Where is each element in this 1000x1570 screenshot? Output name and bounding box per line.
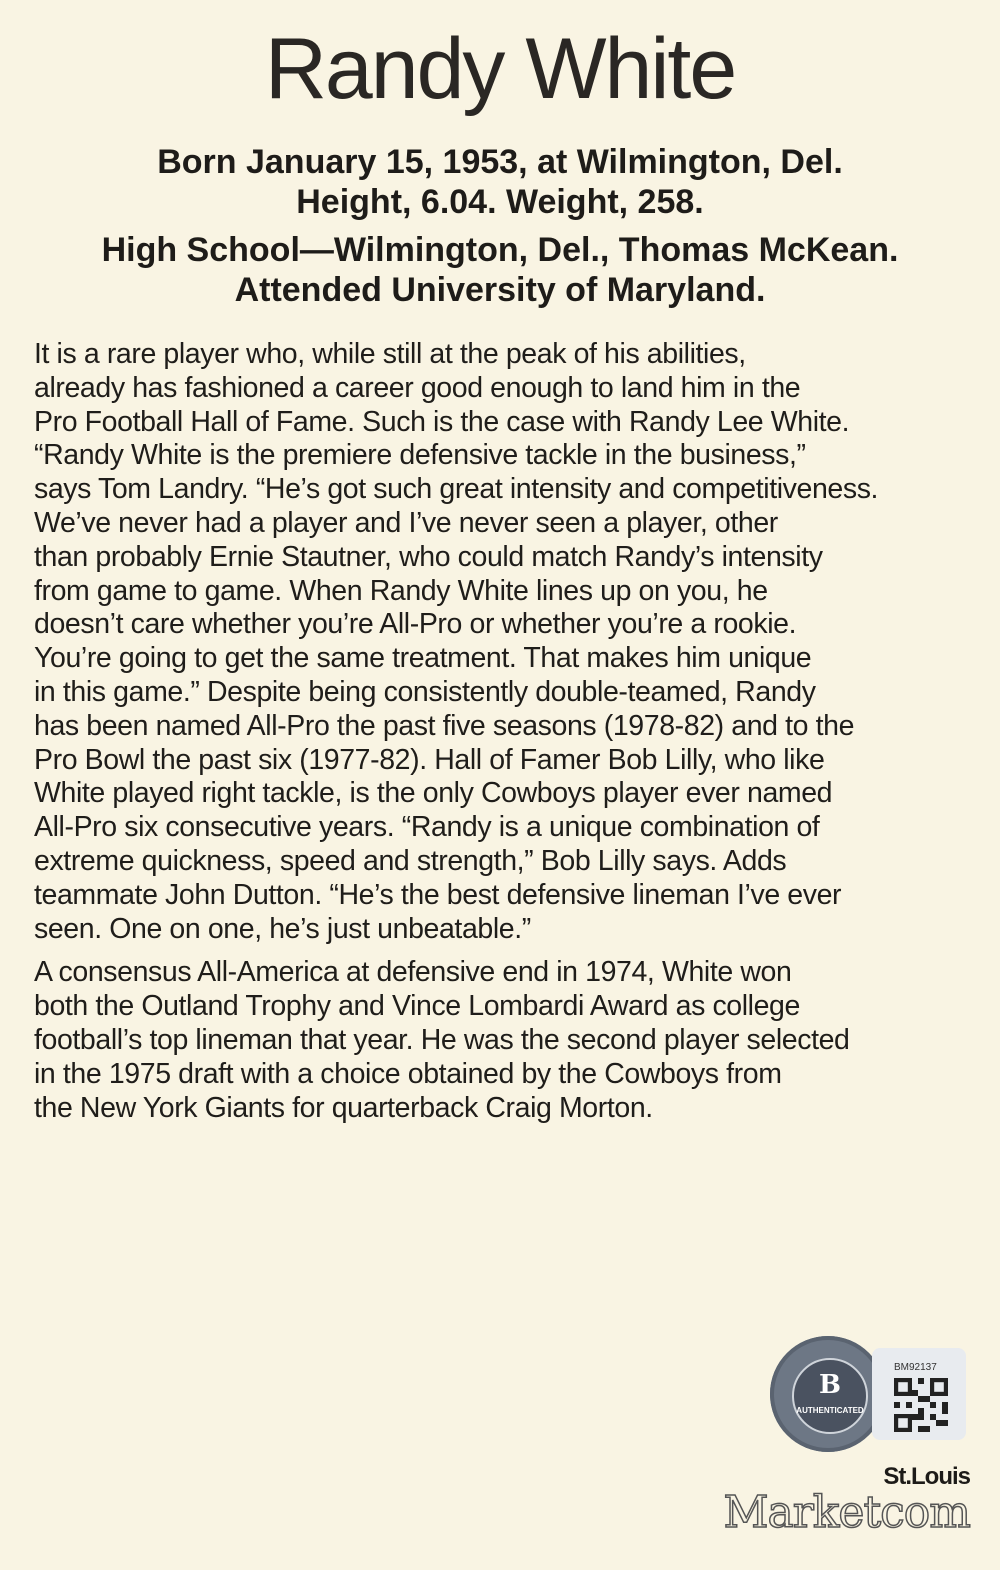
bio-line: Pro Football Hall of Fame. Such is the case with Randy Lee White. [34, 405, 850, 438]
bio-paragraph-1 [34, 338, 974, 946]
bio-line: All-Pro six consecutive years. “Randy is a unique combination of [34, 811, 820, 844]
authentication-seal-icon [770, 1336, 886, 1452]
seal-logo: B [819, 1370, 841, 1400]
bio-line: football’s top lineman that year. He was the second player selected [34, 1023, 850, 1056]
bio-line: both the Outland Trophy and Vince Lombardi Award as college [34, 990, 800, 1023]
bio-line: doesn’t care whether you’re All-Pro or whether you’re a rookie. [34, 608, 797, 641]
bio-line: We’ve never had a player and I’ve never seen a player, other [34, 506, 778, 539]
bio-line: says Tom Landry. “He’s got such great intensity and competitiveness. [34, 473, 879, 506]
bio-line: teammate John Dutton. “He’s the best defensive lineman I’ve ever [34, 878, 842, 911]
bio-line: has been named All-Pro the past five seasons (1978-82) and to the [34, 709, 855, 742]
bio-line: “Randy White is the premiere defensive tackle in the business,” [34, 439, 806, 472]
player-name-title: Randy White [264, 21, 736, 117]
bio-line: A consensus All-America at defensive end in 1974, White won [34, 956, 792, 989]
bio-line: the New York Giants for quarterback Craig Morton. [34, 1091, 653, 1124]
authentication-sticker [872, 1348, 966, 1440]
bio-line: Pro Bowl the past six (1977-82). Hall of Famer Bob Lilly, who like [34, 743, 825, 776]
bio-line: You’re going to get the same treatment. That makes him unique [34, 642, 812, 675]
high-school-line: High School—Wilmington, Del., Thomas McKean. [101, 231, 899, 269]
bio-line: It is a rare player who, while still at the peak of his abilities, [34, 338, 746, 370]
player-vitals [0, 142, 1000, 310]
brand-city: St.Louis [883, 1463, 970, 1490]
brand-name: Marketcom [723, 1487, 970, 1538]
birth-line: Born January 15, 1953, at Wilmington, Del. [157, 143, 843, 181]
bio-line: from game to game. When Randy White lines up on you, he [34, 574, 768, 607]
bio-line: extreme quickness, speed and strength,” Bob Lilly says. Adds [34, 844, 787, 877]
bio-line: already has fashioned a career good enough to land him in the [34, 371, 801, 404]
vitals-spacer [0, 222, 1000, 230]
bio-paragraph-2 [34, 956, 974, 1125]
brand-logo [723, 1464, 970, 1536]
college-line: Attended University of Maryland. [234, 271, 766, 309]
bio-line: in this game.” Despite being consistently double-teamed, Randy [34, 675, 816, 708]
sticker-code: BM92137 [894, 1362, 937, 1373]
qr-code-icon [894, 1378, 948, 1432]
bio-line: White played right tackle, is the only Cowboys player ever named [34, 777, 833, 810]
biography [34, 338, 974, 1135]
bio-line: in the 1975 draft with a choice obtained by the Cowboys from [34, 1057, 782, 1090]
height-weight-line: Height, 6.04. Weight, 258. [296, 183, 704, 221]
bio-line: seen. One on one, he’s just unbeatable.” [34, 912, 531, 945]
seal-label: AUTHENTICATED [796, 1406, 864, 1415]
seal-center [792, 1358, 868, 1434]
bio-line: than probably Ernie Stautner, who could match Randy’s intensity [34, 540, 823, 573]
